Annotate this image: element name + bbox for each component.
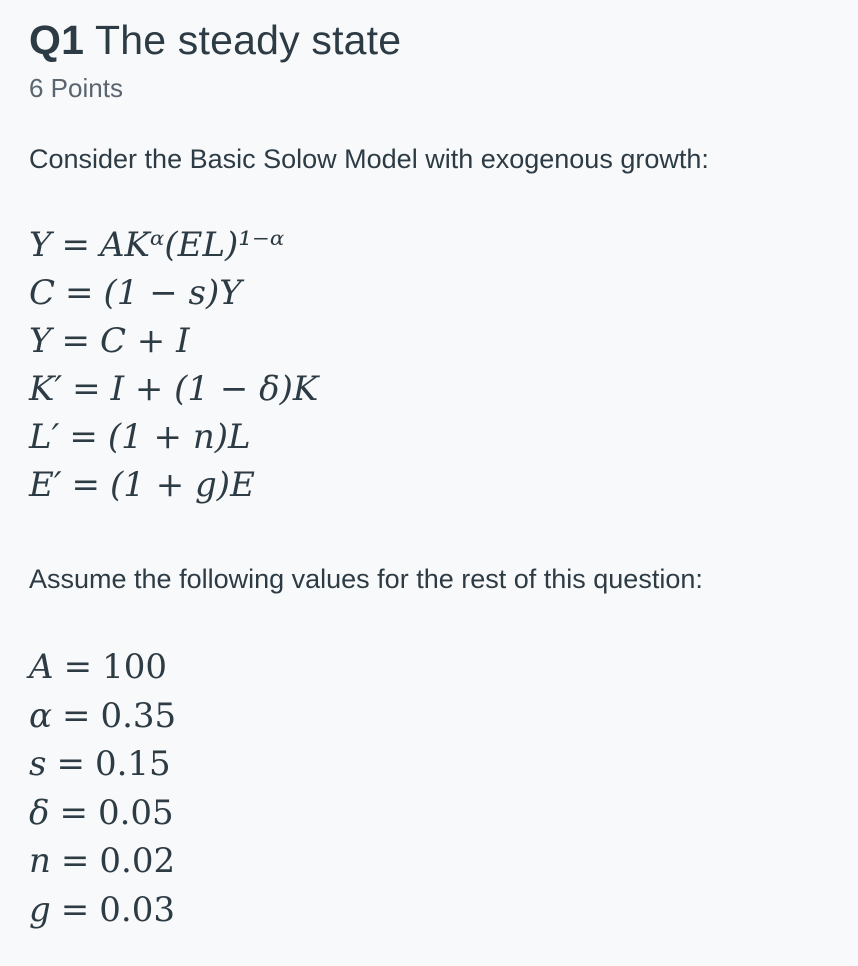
parameter-value: 0.02: [99, 841, 176, 881]
question-number: Q1: [29, 17, 85, 63]
equation-capital-accumulation: [29, 365, 838, 413]
question-card: [29, 14, 838, 934]
parameter-symbol: g: [29, 889, 51, 930]
equation-rhs: AKᵅ(EL)¹⁻ᵅ: [99, 225, 285, 265]
equals-sign: =: [61, 695, 91, 736]
parameter-value: 0.05: [97, 792, 174, 833]
equals-sign: =: [56, 744, 85, 784]
equals-sign: =: [71, 465, 101, 505]
equation-production: [29, 221, 838, 269]
parameter-symbol: α: [29, 695, 52, 736]
parameter-delta: [29, 789, 838, 838]
parameter-symbol: s: [29, 744, 47, 784]
equation-rhs: C + I: [99, 321, 190, 361]
parameter-A: [29, 643, 838, 692]
equals-sign: =: [61, 321, 90, 361]
equals-sign: =: [61, 225, 90, 265]
parameter-list: [29, 643, 838, 934]
equation-efficiency-growth: [29, 461, 838, 509]
equation-list: [29, 221, 838, 509]
parameter-value: 0.03: [99, 889, 175, 930]
equals-sign: =: [59, 792, 88, 833]
parameter-n: [29, 837, 838, 886]
equals-sign: =: [69, 417, 98, 457]
question-intro: Consider the Basic Solow Model with exogenous growth:: [29, 144, 709, 174]
equals-sign: =: [65, 273, 94, 313]
question-title: [29, 14, 838, 66]
parameter-symbol: n: [29, 841, 51, 881]
parameter-alpha: [29, 692, 838, 741]
equation-lhs: Y: [29, 225, 52, 265]
equation-rhs: (1 − s)Y: [103, 273, 242, 313]
equals-sign: =: [60, 889, 90, 930]
equation-lhs: K′: [29, 369, 63, 409]
equation-lhs: Y: [29, 321, 52, 361]
equation-lhs: L′: [29, 417, 60, 457]
equation-labor-growth: [29, 413, 838, 461]
equals-sign: =: [63, 647, 93, 687]
parameter-value: 100: [102, 647, 167, 687]
equation-rhs: (1 + g)E: [110, 465, 255, 505]
equals-sign: =: [72, 369, 101, 409]
equation-rhs: I + (1 − δ)K: [110, 369, 319, 409]
equation-resource-constraint: [29, 317, 838, 365]
question-assumption-text: Assume the following values for the rest of this question:: [29, 564, 703, 594]
parameter-symbol: A: [29, 647, 54, 687]
question-title-text: The steady state: [94, 17, 402, 63]
parameter-g: [29, 886, 838, 935]
equation-lhs: E′: [29, 465, 62, 505]
parameter-symbol: δ: [29, 792, 50, 833]
equation-consumption: [29, 269, 838, 317]
parameter-value: 0.35: [100, 695, 177, 736]
equation-rhs: (1 + n)L: [107, 417, 251, 457]
parameter-value: 0.15: [94, 744, 171, 784]
equation-lhs: C: [29, 273, 56, 313]
parameter-s: [29, 740, 838, 789]
equals-sign: =: [60, 841, 90, 881]
question-points: 6 Points: [29, 73, 123, 103]
